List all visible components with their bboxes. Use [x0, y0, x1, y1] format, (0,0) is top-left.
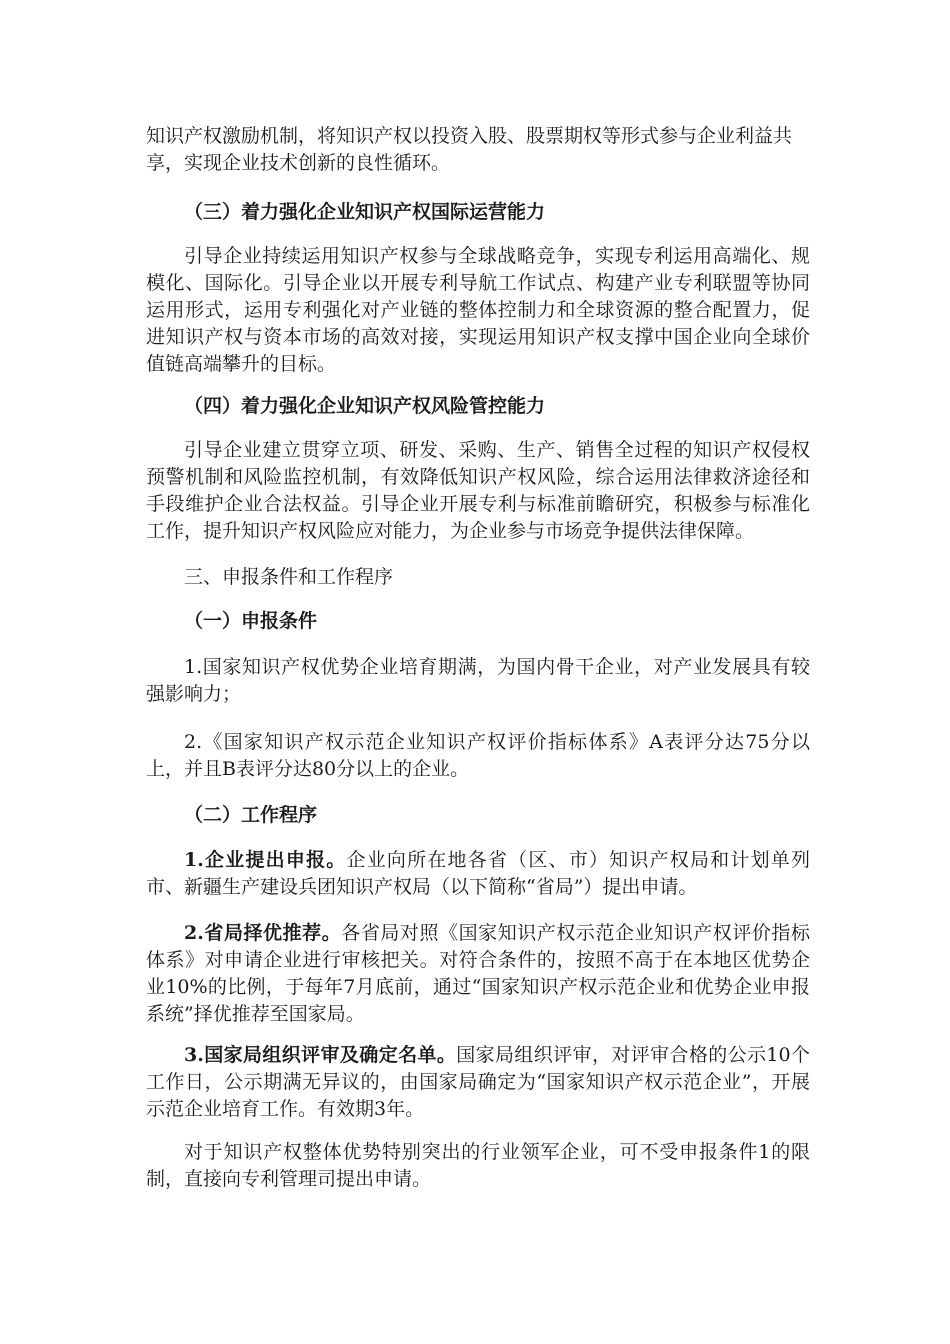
heading-application-conditions: （一）申报条件 [184, 610, 318, 632]
condition-item-1: 1.国家知识产权优势企业培育期满，为国内骨干企业，对产业发展具有较强影响力； [146, 656, 810, 705]
section-title-conditions-procedures: 三、申报条件和工作程序 [184, 566, 394, 588]
procedure-step-3-lead: 3.国家局组织评审及确定名单。 [184, 1044, 457, 1066]
condition-item-2: 2.《国家知识产权示范企业知识产权评价指标体系》A表评分达75分以上，并且B表评分达80分以上的企业。 [146, 731, 810, 780]
procedure-step-1 [146, 847, 810, 901]
paragraph-international-operation: 引导企业持续运用知识产权参与全球战略竞争，实现专利运用高端化、规模化、国际化。引导企业以开展专利导航工作试点、构建产业专利联盟等协同运用形式，运用专利强化对产业链的整体控制力和全球资源的整合配置力，促进知识产权与资本市场的高效对接，实现运用知识产权支撑中国企业向全球价值链高端攀升的目标。 [146, 245, 810, 375]
paragraph-incentive-continuation: 知识产权激励机制，将知识产权以投资入股、股票期权等形式参与企业利益共享，实现企业技术创新的良性循环。 [146, 125, 793, 174]
heading-risk-control: （四）着力强化企业知识产权风险管控能力 [184, 395, 546, 417]
paragraph-risk-control: 引导企业建立贯穿立项、研发、采购、生产、销售全过程的知识产权侵权预警机制和风险监控机制，有效降低知识产权风险，综合运用法律救济途径和手段维护企业合法权益。引导企业开展专利与标准前瞻研究，积极参与标准化工作，提升知识产权风险应对能力，为企业参与市场竞争提供法律保障。 [146, 439, 810, 542]
procedure-step-1-text: 企业向所在地各省（区、市）知识产权局和计划单列市、新疆生产建设兵团知识产权局（以下简称“省局”）提出申请。 [146, 849, 810, 898]
procedure-step-1-lead: 1.企业提出申报。 [184, 849, 347, 871]
paragraph-industry-leader-note: 对于知识产权整体优势特别突出的行业领军企业，可不受申报条件1的限制，直接向专利管理司提出申请。 [146, 1141, 810, 1190]
procedure-step-3 [146, 1042, 810, 1123]
heading-work-procedure: （二）工作程序 [184, 804, 318, 826]
procedure-step-2 [146, 920, 810, 1028]
procedure-step-2-lead: 2.省局择优推荐。 [184, 922, 342, 944]
procedure-step-3-text: 国家局组织评审，对评审合格的公示10个工作日，公示期满无异议的，由国家局确定为“国家知识产权示范企业”，开展示范企业培育工作。有效期3年。 [146, 1044, 810, 1120]
heading-international-operation: （三）着力强化企业知识产权国际运营能力 [184, 201, 546, 223]
procedure-step-2-text: 各省局对照《国家知识产权示范企业知识产权评价指标体系》对申请企业进行审核把关。对符合条件的，按照不高于在本地区优势企业10%的比例，于每年7月底前，通过“国家知识产权示范企业和优势企业申报系统”择优推荐至国家局。 [146, 922, 810, 1025]
